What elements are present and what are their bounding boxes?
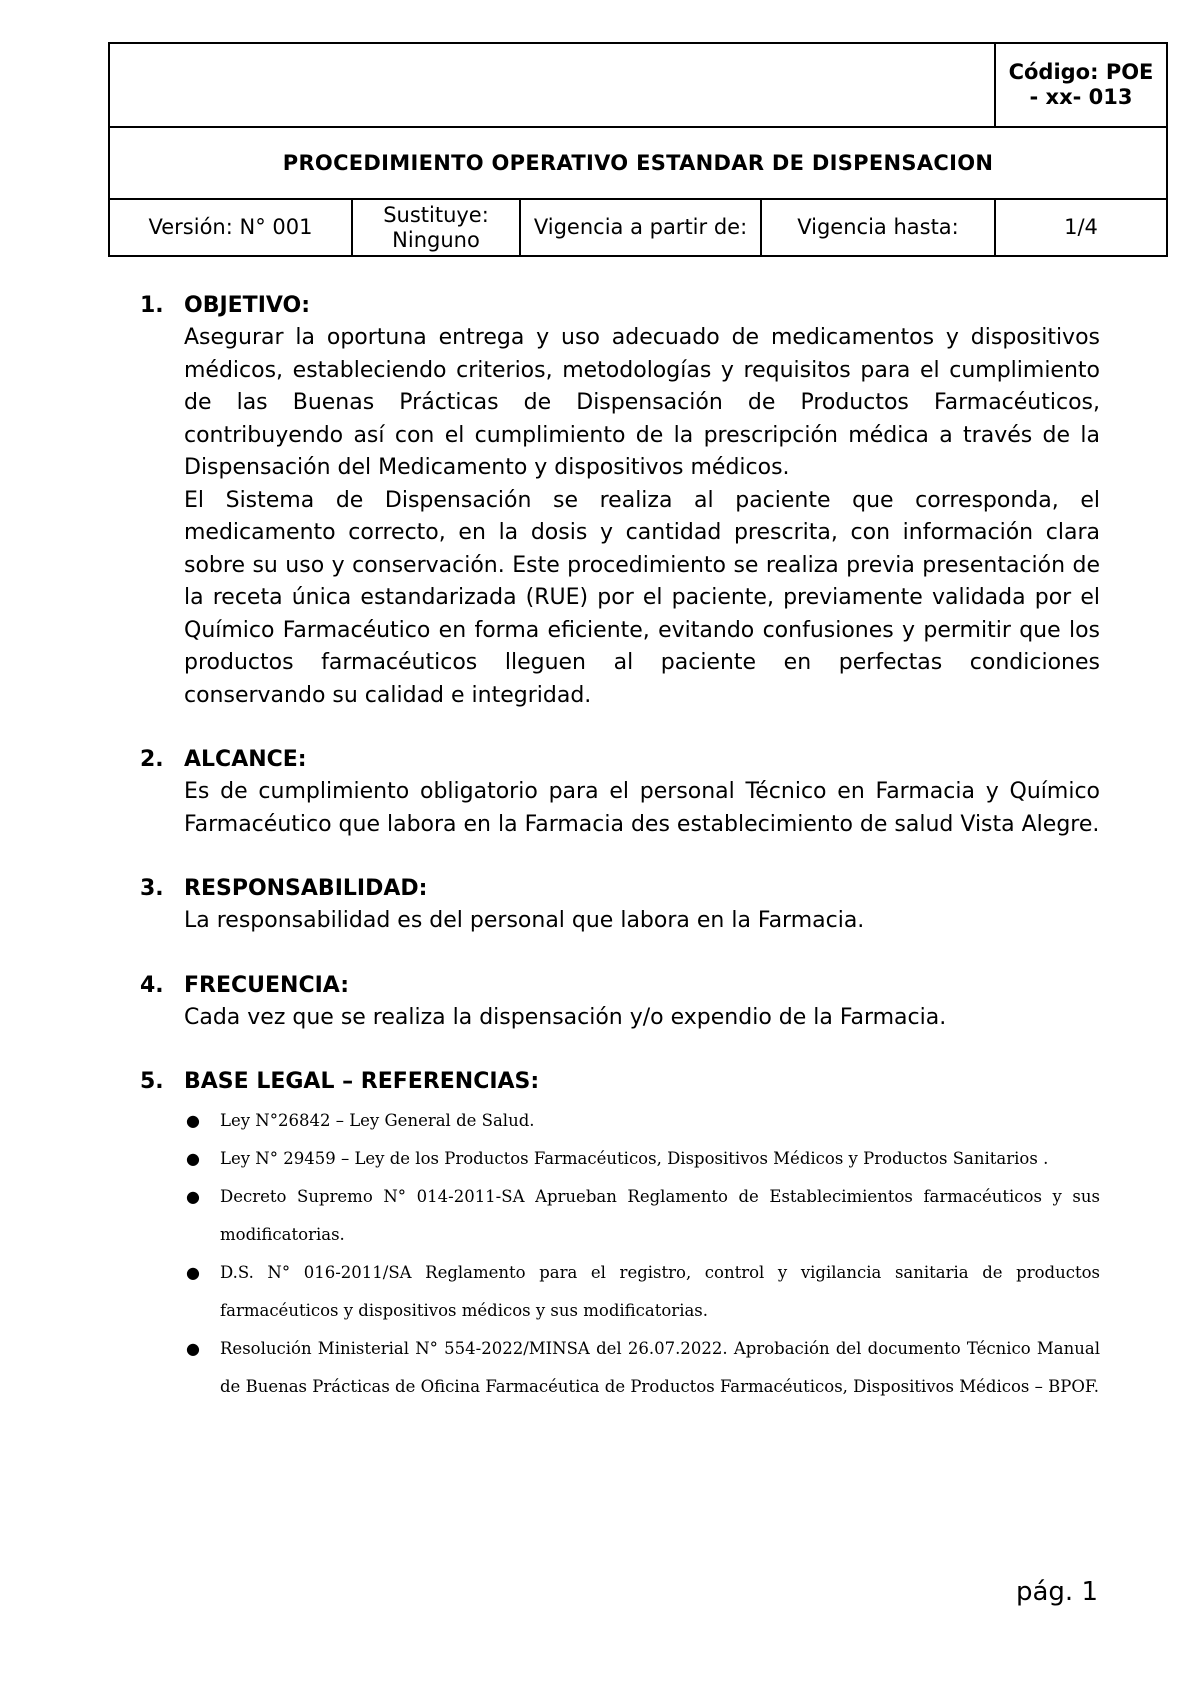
reference-list: [184, 1102, 1100, 1406]
reference-text: Resolución Ministerial N° 554-2022/MINSA del 26.07.2022. Aprobación del documento Técnico Manual de Buenas Prácticas de Oficina Farmacéutica de Productos Farmacéuticos, Dispositivos Médicos – BPOF.: [220, 1339, 1100, 1396]
section-scope: [140, 744, 1100, 841]
bullet-icon: ●: [186, 1111, 200, 1130]
valid-until-cell: Vigencia hasta:: [761, 199, 995, 256]
document-title: PROCEDIMIENTO OPERATIVO ESTANDAR DE DISPENSACION: [109, 127, 1167, 199]
document-header-table: [108, 42, 1168, 257]
reference-item: [184, 1178, 1100, 1254]
objective-paragraph-2: El Sistema de Dispensación se realiza al paciente que corresponda, el medicamento correcto, en la dosis y cantidad prescrita, con información clara sobre su uso y conservación. Este procedimiento se realiza previa presentación de la receta única estandarizada (RUE) por el paciente, previamente validada por el Químico Farmacéutico en forma eficiente, evitando confusiones y permitir que los productos farmacéuticos lleguen al paciente en perfectas condiciones conservando su calidad e integridad.: [184, 487, 1100, 708]
section-objective: [140, 290, 1100, 712]
section-title: OBJETIVO:: [184, 293, 311, 318]
reference-text: D.S. N° 016-2011/SA Reglamento para el registro, control y vigilancia sanitaria de productos farmacéuticos y dispositivos médicos y sus modificatorias.: [220, 1263, 1100, 1320]
document-body: [140, 290, 1100, 1438]
section-heading: [140, 970, 1100, 1002]
reference-text: Decreto Supremo N° 014-2011-SA Aprueban Reglamento de Establecimientos farmacéuticos y sus modificatorias.: [220, 1187, 1100, 1244]
logo-area: [109, 43, 995, 127]
page-count-cell: 1/4: [995, 199, 1167, 256]
reference-text: Ley N° 29459 – Ley de los Productos Farmacéuticos, Dispositivos Médicos y Productos Sanitarios .: [220, 1149, 1049, 1168]
objective-paragraph-1: Asegurar la oportuna entrega y uso adecuado de medicamentos y dispositivos médicos, estableciendo criterios, metodologías y requisitos para el cumplimiento de las Buenas Prácticas de Dispensación de Productos Farmacéuticos, contribuyendo así con el cumplimiento de la prescripción médica a través de la Dispensación del Medicamento y dispositivos médicos.: [184, 325, 1100, 480]
section-title: FRECUENCIA:: [184, 972, 350, 998]
section-responsibility: [140, 873, 1100, 938]
reference-item: [184, 1330, 1100, 1406]
responsibility-paragraph: La responsabilidad es del personal que labora en la Farmacia.: [184, 908, 865, 933]
section-heading: [140, 290, 1100, 322]
frequency-paragraph: Cada vez que se realiza la dispensación y/o expendio de la Farmacia.: [184, 1004, 947, 1030]
reference-item: [184, 1254, 1100, 1330]
document-code: Código: POE - xx- 013: [995, 43, 1167, 127]
section-frequency: [140, 970, 1100, 1035]
section-heading: [140, 1066, 1100, 1098]
version-cell: Versión: N° 001: [109, 199, 352, 256]
section-legal-basis: [140, 1066, 1100, 1406]
reference-item: [184, 1102, 1100, 1140]
section-title: ALCANCE:: [184, 747, 307, 772]
section-heading: [140, 744, 1100, 776]
section-number: 3.: [140, 876, 164, 901]
substitutes-cell: Sustituye: Ninguno: [352, 199, 520, 256]
section-number: 5.: [140, 1069, 164, 1094]
scope-paragraph: Es de cumplimiento obligatorio para el personal Técnico en Farmacia y Químico Farmacéutico que labora en la Farmacia des establecimiento de salud Vista Alegre.: [184, 779, 1100, 837]
bullet-icon: ●: [186, 1263, 200, 1282]
section-heading: [140, 873, 1100, 905]
section-title: BASE LEGAL – REFERENCIAS:: [184, 1069, 540, 1094]
section-title: RESPONSABILIDAD:: [184, 876, 428, 901]
valid-from-cell: Vigencia a partir de:: [520, 199, 761, 256]
section-number: 4.: [140, 972, 164, 998]
section-number: 1.: [140, 293, 164, 318]
reference-item: [184, 1140, 1100, 1178]
bullet-icon: ●: [186, 1187, 200, 1206]
bullet-icon: ●: [186, 1149, 200, 1168]
page-number: pág. 1: [1015, 1577, 1098, 1607]
reference-text: Ley N°26842 – Ley General de Salud.: [220, 1111, 535, 1130]
section-number: 2.: [140, 747, 164, 772]
bullet-icon: ●: [186, 1339, 200, 1358]
